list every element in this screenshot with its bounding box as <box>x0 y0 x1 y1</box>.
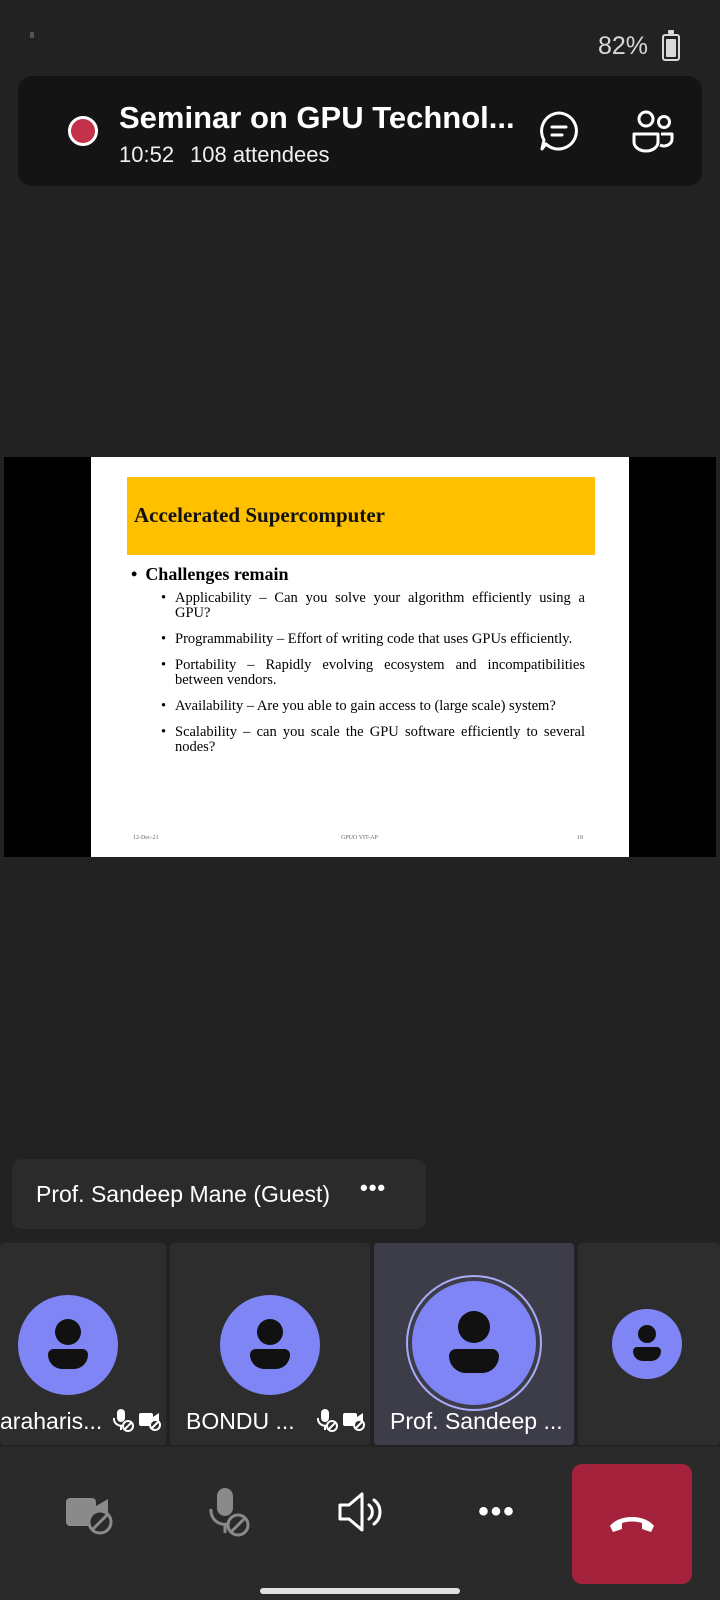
slide-title-bar <box>127 477 595 555</box>
meeting-title[interactable]: Seminar on GPU Technol... <box>119 100 515 135</box>
participant-tile[interactable] <box>170 1243 370 1445</box>
slide-heading: • Challenges remain <box>131 564 288 585</box>
mic-off-icon <box>112 1408 134 1432</box>
meeting-header <box>18 76 702 186</box>
avatar <box>18 1295 118 1395</box>
recording-icon <box>68 116 98 146</box>
slide-bullet: • Scalability – can you scale the GPU software efficiently to several nodes? <box>161 725 585 755</box>
participant-tile-active-speaker[interactable] <box>374 1243 574 1445</box>
mic-off-icon <box>204 1485 254 1539</box>
participant-name: araharis... <box>0 1408 103 1434</box>
avatar <box>412 1281 536 1405</box>
end-call-button[interactable] <box>572 1464 692 1584</box>
mic-toggle-button[interactable] <box>184 1447 274 1577</box>
battery-percentage: 82% <box>597 32 648 60</box>
notification-dot <box>30 32 34 38</box>
slide-bullet-list <box>161 591 585 766</box>
slide-page-number: 19 <box>577 835 583 841</box>
avatar <box>220 1295 320 1395</box>
chat-icon <box>537 109 581 153</box>
slide-title: Accelerated Supercomputer <box>134 503 385 527</box>
camera-off-icon <box>138 1409 162 1431</box>
presentation-slide <box>91 457 629 857</box>
slide-bullet: • Programmability – Effort of writing code that uses GPUs efficiently. <box>161 632 585 647</box>
speaker-button[interactable] <box>316 1447 406 1577</box>
participant-name: Prof. Sandeep ... <box>390 1408 563 1434</box>
shared-screen[interactable] <box>4 457 716 857</box>
participant-status-icons <box>316 1408 366 1432</box>
participant-tile[interactable] <box>0 1243 166 1445</box>
slide-bullet: • Portability – Rapidly evolving ecosystem and incompatibilities between vendors. <box>161 658 585 688</box>
camera-off-icon <box>62 1488 116 1536</box>
participant-tile[interactable] <box>578 1243 720 1445</box>
participant-status-icons <box>112 1408 162 1432</box>
participant-name: BONDU ... <box>186 1408 295 1434</box>
chat-button[interactable] <box>534 106 584 156</box>
avatar <box>612 1309 682 1379</box>
more-options-button[interactable]: ••• <box>478 1495 516 1528</box>
speaker-icon <box>335 1489 387 1535</box>
meeting-time: 10:52 <box>119 142 175 167</box>
slide-footer-date: 12-Dec-21 <box>133 835 159 841</box>
presenter-more-button[interactable]: ••• <box>360 1175 387 1200</box>
presenter-label[interactable] <box>12 1159 426 1229</box>
slide-footer-center: GPUO VIT-AP <box>341 835 378 841</box>
people-icon <box>630 108 676 154</box>
camera-toggle-button[interactable] <box>44 1447 134 1577</box>
participants-button[interactable] <box>628 106 678 156</box>
hang-up-icon <box>607 1511 657 1537</box>
attendee-count: 108 attendees <box>190 142 330 167</box>
call-controls <box>0 1447 720 1600</box>
home-indicator[interactable] <box>260 1588 460 1594</box>
presenter-name: Prof. Sandeep Mane (Guest) <box>36 1181 331 1207</box>
slide-bullet: • Availability – Are you able to gain access to (large scale) system? <box>161 699 585 714</box>
camera-off-icon <box>342 1409 366 1431</box>
status-bar <box>0 0 720 72</box>
battery-icon <box>662 34 680 61</box>
slide-bullet: • Applicability – Can you solve your algorithm efficiently using a GPU? <box>161 591 585 621</box>
mic-off-icon <box>316 1408 338 1432</box>
